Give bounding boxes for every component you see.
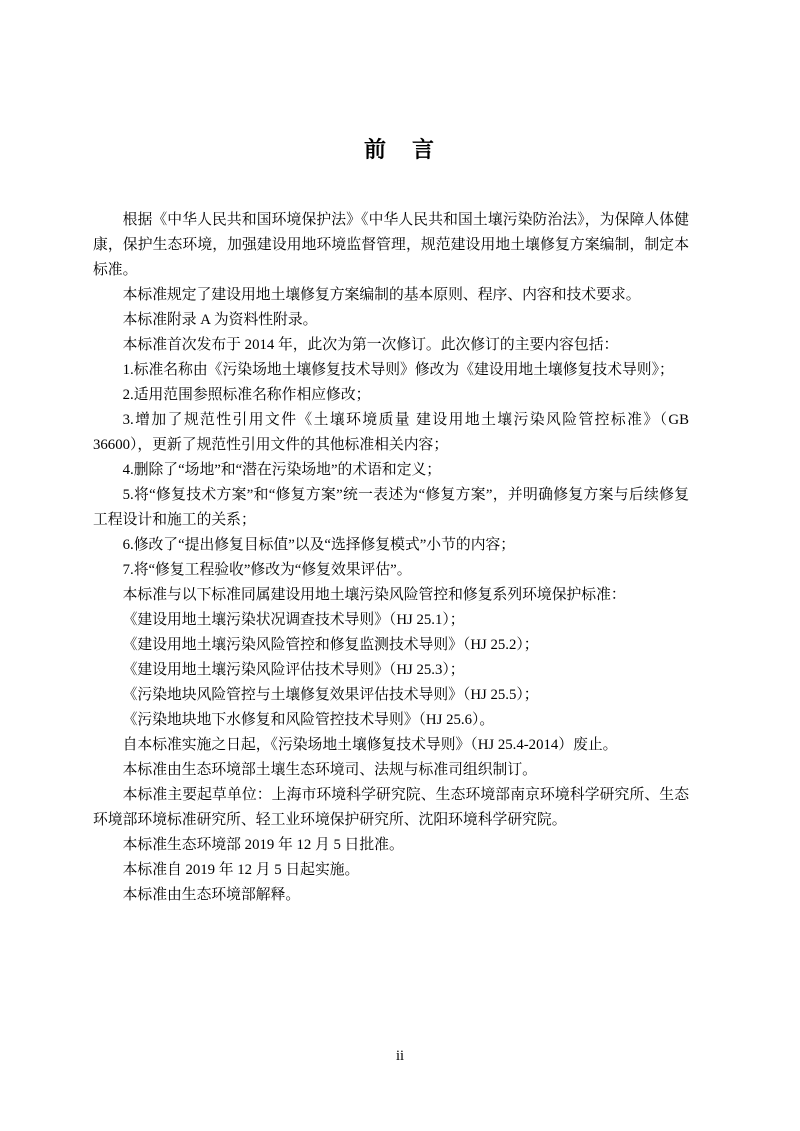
paragraph-approval-date: 本标准生态环境部 2019 年 12 月 5 日批准。 xyxy=(122,837,404,853)
revision-item-3: 3.增加了规范性引用文件《土壤环境质量 建设用地土壤污染风险管控标准》（GB 36600），更新了规范性引用文件的其他标准相关内容； xyxy=(93,412,689,453)
page-title: 前 言 xyxy=(363,137,436,162)
series-standard-hj25-1: 《建设用地土壤污染状况调查技术导则》（HJ 25.1）； xyxy=(122,612,465,628)
page-number: ii xyxy=(395,1048,405,1064)
paragraph-appendix: 本标准附录 A 为资料性附录。 xyxy=(122,312,318,328)
paragraph-revision-intro: 本标准首次发布于 2014 年，此次为第一次修订。此次修订的主要内容包括： xyxy=(122,337,619,353)
revision-item-7: 7.将“修复工程验收”修改为“修复效果评估”。 xyxy=(122,562,412,578)
paragraph-effective-date: 本标准自 2019 年 12 月 5 日起实施。 xyxy=(122,862,360,878)
paragraph-series-intro: 本标准与以下标准同属建设用地土壤污染风险管控和修复系列环境保护标准： xyxy=(122,587,626,603)
foreword-body xyxy=(93,208,689,908)
revision-item-1: 1.标准名称由《污染场地土壤修复技术导则》修改为《建设用地土壤修复技术导则》； xyxy=(122,362,674,378)
paragraph-basis: 根据《中华人民共和国环境保护法》《中华人民共和国土壤污染防治法》，为保障人体健康，保护生态环境，加强建设用地环境监督管理，规范建设用地土壤修复方案编制，制定本标准。 xyxy=(93,212,689,278)
paragraph-organizer: 本标准由生态环境部土壤生态环境司、法规与标准司组织制订。 xyxy=(122,762,537,778)
series-standard-hj25-2: 《建设用地土壤污染风险管控和修复监测技术导则》（HJ 25.2）； xyxy=(122,637,539,653)
paragraph-supersede: 自本标准实施之日起，《污染场地土壤修复技术导则》（HJ 25.4-2014）废止。 xyxy=(122,737,618,753)
revision-item-5: 5.将“修复技术方案”和“修复方案”统一表述为“修复方案”，并明确修复方案与后续修复工程设计和施工的关系； xyxy=(93,487,689,528)
paragraph-scope: 本标准规定了建设用地土壤修复方案编制的基本原则、程序、内容和技术要求。 xyxy=(122,287,641,303)
series-standard-hj25-3: 《建设用地土壤污染风险评估技术导则》（HJ 25.3）； xyxy=(122,662,465,678)
page-footer xyxy=(0,1048,800,1065)
paragraph-drafting-units: 本标准主要起草单位：上海市环境科学研究院、生态环境部南京环境科学研究所、生态环境部环境标准研究所、轻工业环境保护研究所、沈阳环境科学研究院。 xyxy=(93,787,689,828)
revision-item-4: 4.删除了“场地”和“潜在污染场地”的术语和定义； xyxy=(122,462,442,478)
series-standard-hj25-5: 《污染地块风险管控与土壤修复效果评估技术导则》（HJ 25.5）； xyxy=(122,687,539,703)
series-standard-hj25-6: 《污染地块地下水修复和风险管控技术导则》（HJ 25.6）。 xyxy=(122,712,495,728)
revision-item-6: 6.修改了“提出修复目标值”以及“选择修复模式”小节的内容； xyxy=(122,537,516,553)
paragraph-interpretation: 本标准由生态环境部解释。 xyxy=(122,887,301,903)
revision-item-2: 2.适用范围参照标准名称作相应修改； xyxy=(122,387,371,403)
